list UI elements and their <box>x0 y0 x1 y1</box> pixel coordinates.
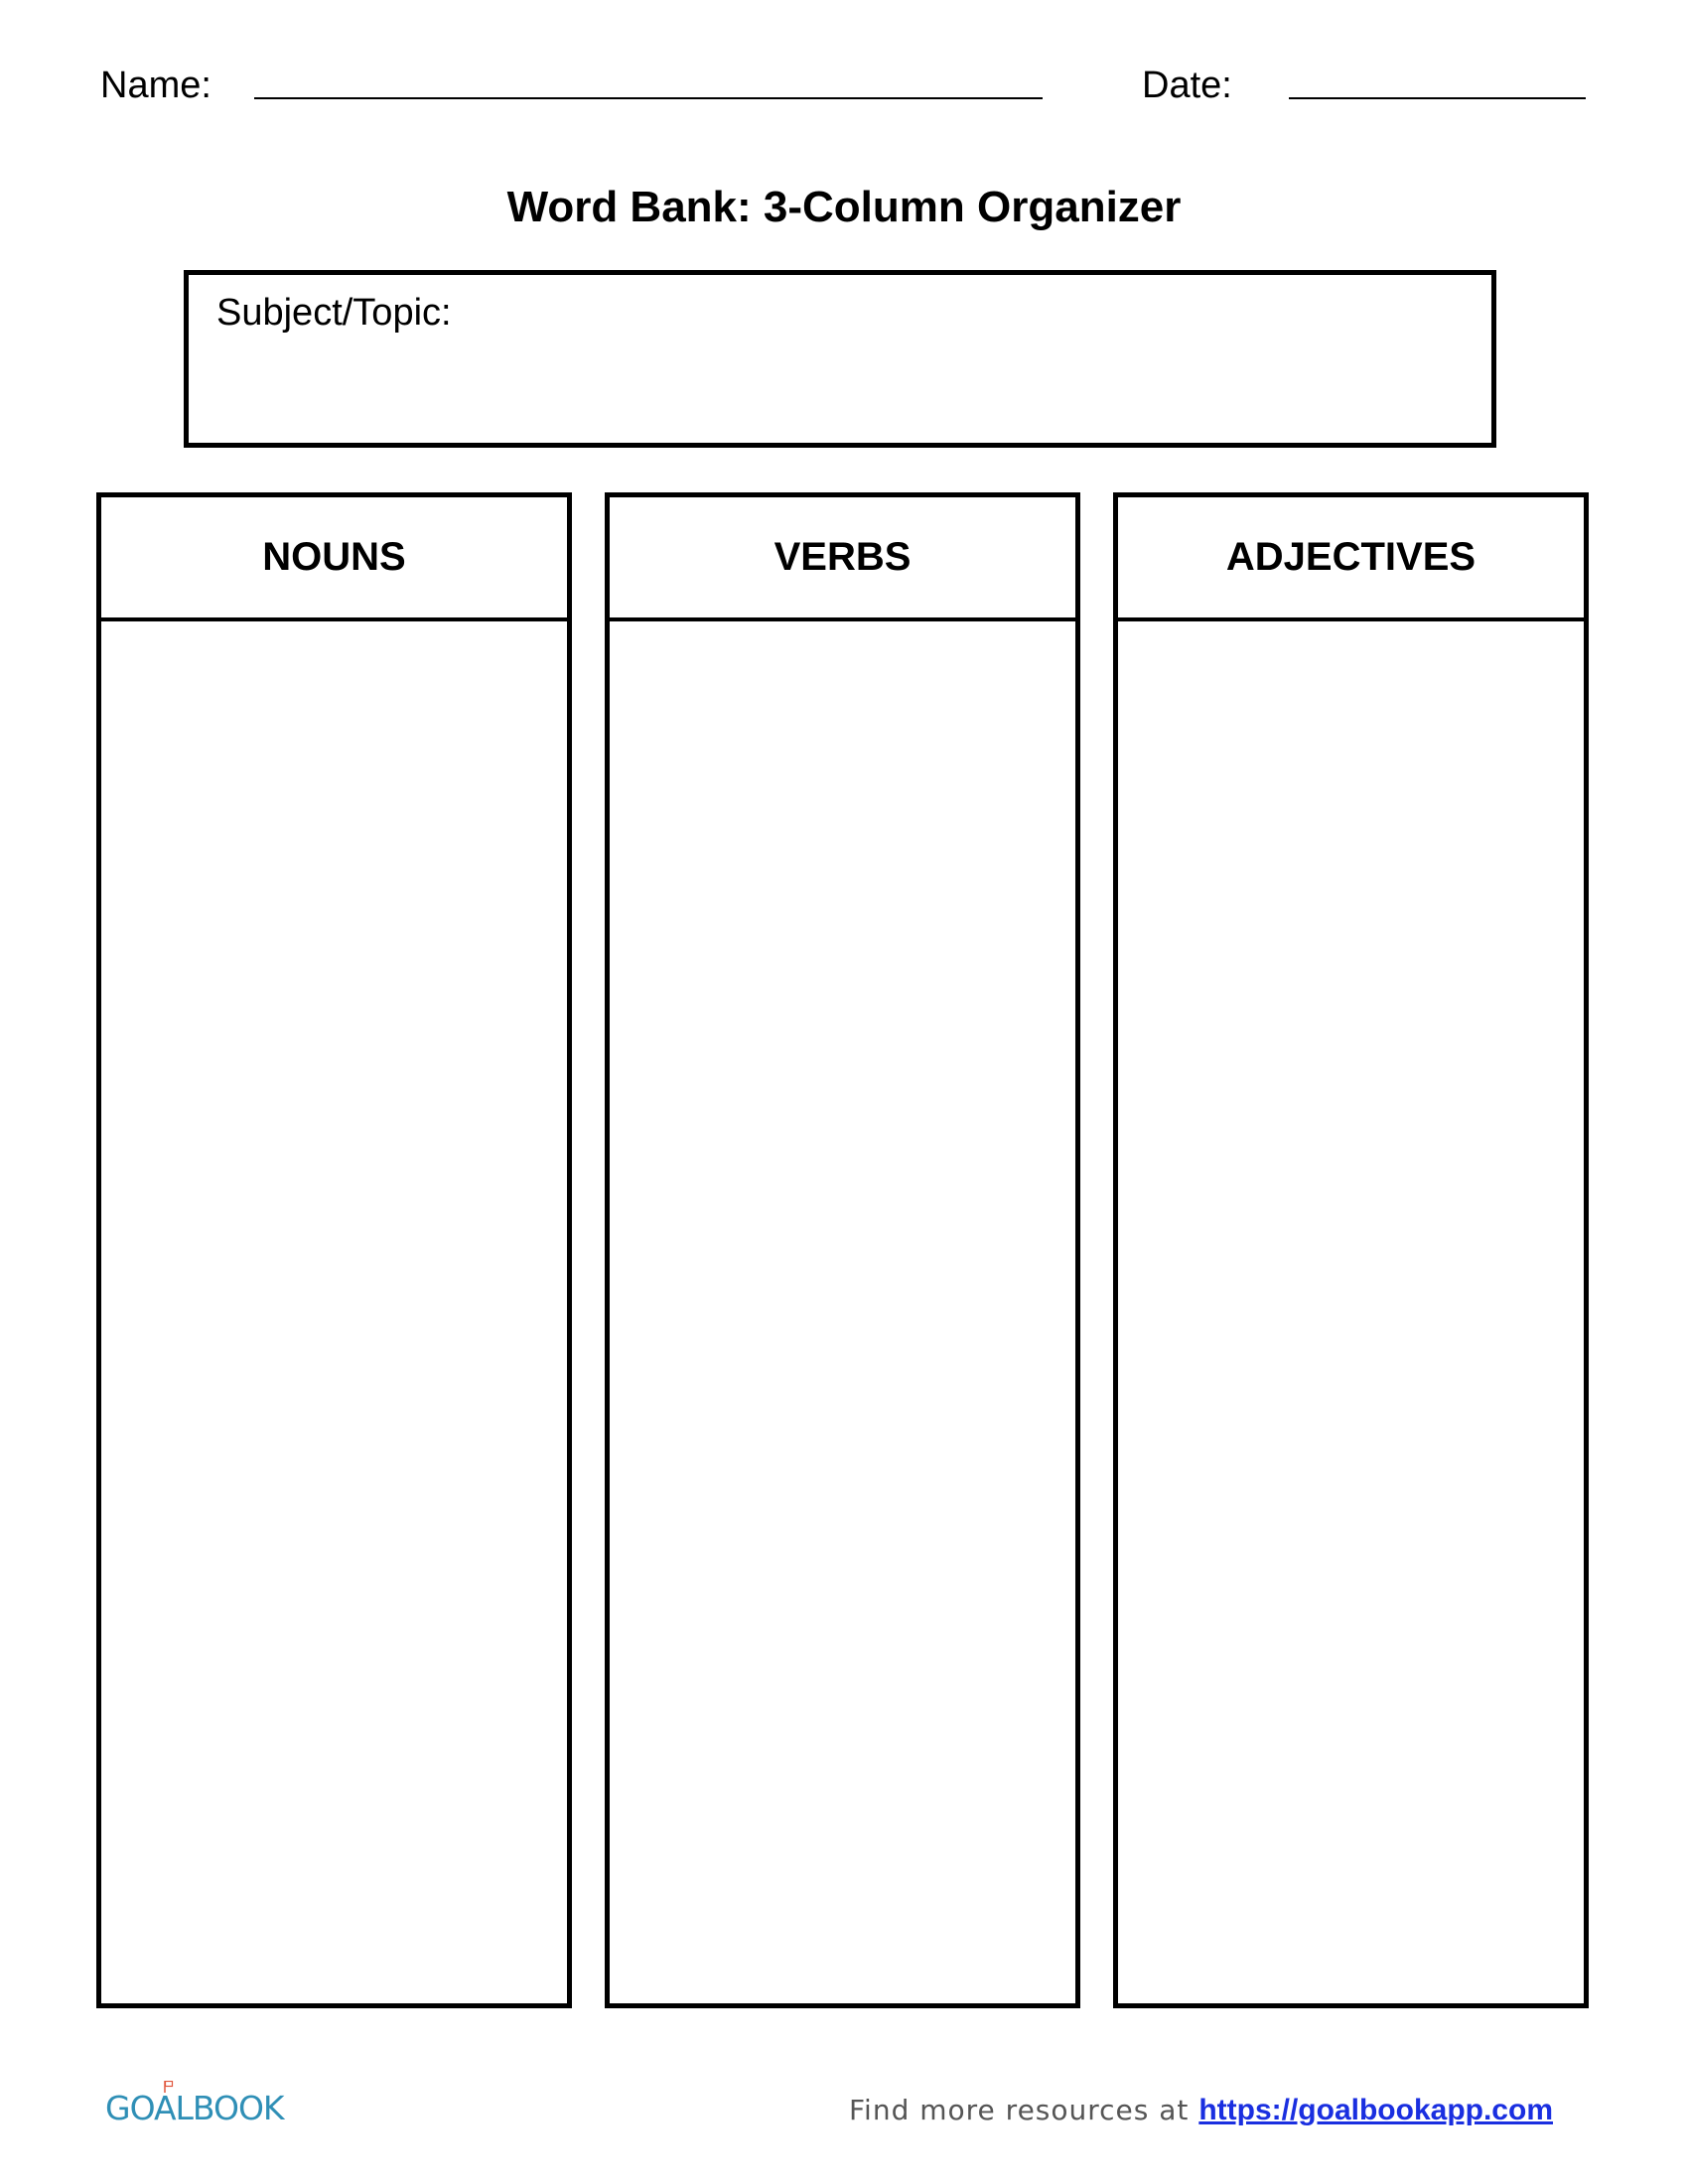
column-adjectives <box>1113 492 1589 2008</box>
column-nouns <box>96 492 572 2008</box>
name-label: Name: <box>100 65 211 106</box>
subject-topic-label: Subject/Topic: <box>216 292 452 334</box>
subject-topic-box[interactable] <box>184 270 1496 448</box>
column-header-nouns: NOUNS <box>101 497 567 621</box>
date-line[interactable] <box>1289 97 1586 99</box>
goalbook-logo <box>105 2081 294 2140</box>
date-label: Date: <box>1142 65 1232 106</box>
column-body-nouns[interactable] <box>101 621 567 2003</box>
page-title: Word Bank: 3-Column Organizer <box>506 183 1182 231</box>
column-body-adjectives[interactable] <box>1118 621 1584 2003</box>
column-header-verbs: VERBS <box>610 497 1075 621</box>
column-body-verbs[interactable] <box>610 621 1075 2003</box>
footer-resources <box>849 2094 1553 2127</box>
column-header-adjectives: ADJECTIVES <box>1118 497 1584 621</box>
name-line[interactable] <box>254 97 1043 99</box>
footer-text: Find more resources at <box>848 2094 1190 2126</box>
goalbook-link[interactable]: https://goalbookapp.com <box>1198 2094 1553 2126</box>
column-verbs <box>605 492 1080 2008</box>
logo-text: GOALBOOK <box>105 2089 284 2127</box>
